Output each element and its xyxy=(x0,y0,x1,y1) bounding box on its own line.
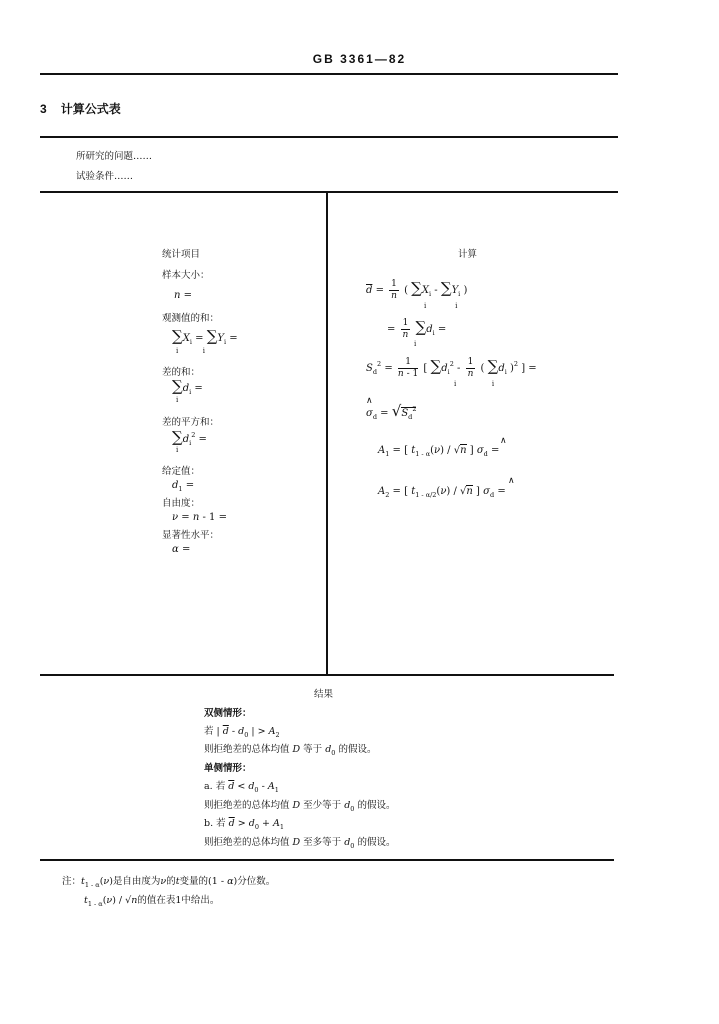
note-line-2: $t_{1 - \alpha}(\nu) / √n$的值在表1中给出。 xyxy=(84,895,220,908)
mean-diff-index: i i xyxy=(424,302,458,310)
b-conclusion: 则拒绝差的总体均值 D 至多等于 $d_0$ 的假设。 xyxy=(204,837,396,850)
sum-label: 观测值的和： xyxy=(162,313,220,324)
right-column-heading: 计算 xyxy=(458,249,478,260)
section-number: 3 xyxy=(40,102,47,116)
two-sided-conclusion: 则拒绝差的总体均值 D 等于 $d_0$ 的假设。 xyxy=(204,744,377,757)
alpha-formula: α = xyxy=(172,544,191,555)
dof-formula: ν = n - 1 = xyxy=(172,512,227,523)
diff-sq-formula: $\sum d_i^2$ = xyxy=(172,428,207,447)
two-sided-label: 双侧情形： xyxy=(204,708,252,719)
mean-diff-formula-2: = $\frac{1}{n}$ $\sum d_i$ = xyxy=(387,318,447,340)
table-top-rule xyxy=(40,136,618,138)
variance-index: i i xyxy=(454,380,495,388)
dof-label: 自由度： xyxy=(162,498,201,509)
a2-formula: $A_2$ = [ $t_{1 - \alpha/2}(\nu) / √n$ ] $\sigma_d$ = xyxy=(378,486,506,499)
section-title xyxy=(40,100,121,117)
a2-accent: ∧ xyxy=(508,476,515,486)
sample-size-label: 样本大小： xyxy=(162,270,210,281)
mean-diff-2-index: i xyxy=(414,340,417,348)
section-title-text: 计算公式表 xyxy=(60,102,121,116)
a-condition: a. 若 $\overline{d} < d_0 - A_1$ xyxy=(204,781,279,794)
mean-diff-formula: $\overline{d}$ = $\frac{1}{n}$ ( $\sum X_i - \sum Y_i$ ) xyxy=(366,279,468,301)
column-divider xyxy=(326,192,328,674)
conditions-line: 试验条件…… xyxy=(76,171,134,182)
table-bottom-rule xyxy=(40,859,614,861)
problem-line: 所研究的问题…… xyxy=(76,151,153,162)
standard-code: GB 3361—82 xyxy=(312,52,407,66)
intro-rule xyxy=(40,191,618,193)
diff-sum-label: 差的和： xyxy=(162,367,201,378)
b-condition: b. 若 $\overline{d} > d_0 + A_1$ xyxy=(204,818,284,831)
header-rule xyxy=(40,73,618,75)
a1-accent: ∧ xyxy=(500,436,507,446)
two-sided-condition: 若 | $\overline{d} - d_0$ | > $A_2$ xyxy=(204,726,280,739)
a-conclusion: 则拒绝差的总体均值 D 至少等于 $d_0$ 的假设。 xyxy=(204,800,396,813)
sigma-hat-accent: ∧ xyxy=(366,396,373,406)
results-top-rule xyxy=(40,674,614,676)
sum-formula: $\sum X_i = \sum Y_i$ = xyxy=(172,327,238,346)
alpha-label: 显著性水平： xyxy=(162,530,220,541)
sample-size-formula: n = xyxy=(174,290,193,301)
note-line-1: 注：$t_{1 - \alpha}(\nu)$是自由度为ν的t变量的(1 - α)分位数。 xyxy=(62,876,276,889)
diff-sum-index: i xyxy=(176,396,179,404)
variance-formula: $S_d^2$ = $\frac{1}{n - 1}$ [ $\sum d_i^2$ - $\frac{1}{n}$ ( $\sum d_i$ )$^2$ ] = xyxy=(366,357,537,379)
diff-sum-formula: $\sum d_i$ = xyxy=(172,377,203,396)
given-formula: $d_1$ = xyxy=(172,480,195,493)
a1-formula: $A_1$ = [ $t_{1 - \alpha}(\nu) / √n$ ] $\sigma_d$ = xyxy=(378,445,500,458)
results-heading: 结果 xyxy=(314,689,334,700)
sigma-hat-formula: $\sigma_d = √S_d^2$ xyxy=(366,402,417,421)
diff-sq-label: 差的平方和： xyxy=(162,417,220,428)
given-label: 给定值： xyxy=(162,466,201,477)
diff-sq-index: i xyxy=(176,446,179,454)
sum-index: i i xyxy=(176,347,205,355)
one-sided-label: 单侧情形： xyxy=(204,763,252,774)
left-column-heading: 统计项目 xyxy=(162,249,201,260)
